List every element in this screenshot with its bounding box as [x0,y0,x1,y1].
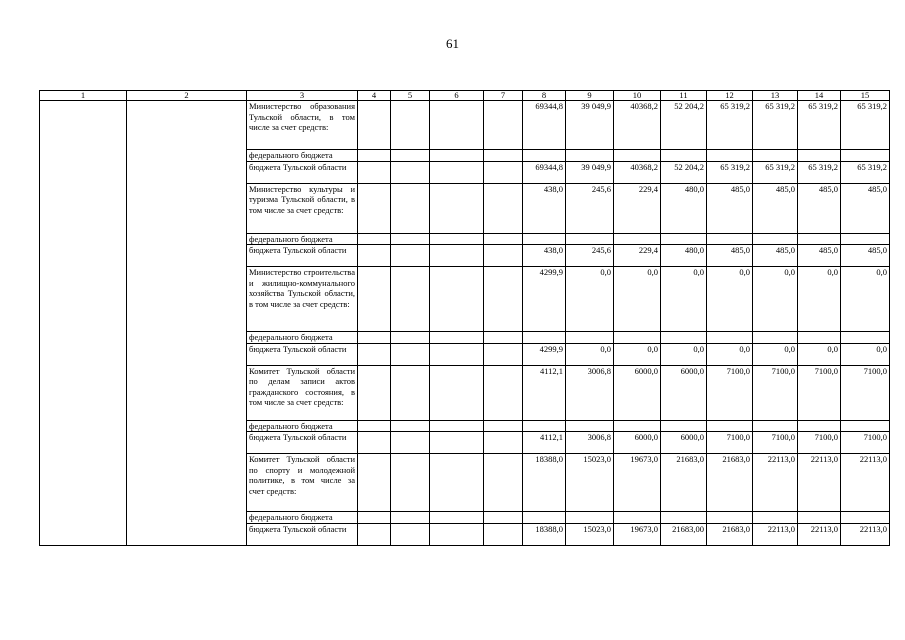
empty-cell-col-6 [430,101,484,150]
empty-cell-col-6 [430,454,484,512]
funding-source-cell: бюджета Тульской области [247,432,358,454]
value-cell-col-10 [614,233,661,245]
value-cell-col-8 [523,150,566,162]
empty-cell-col-7 [484,432,523,454]
value-cell-col-8: 69344,8 [523,101,566,150]
value-cell-col-13: 65 319,2 [753,161,798,183]
funding-source-cell: Комитет Тульской области по делам записи актов гражданского состояния, в том числе за счет средств: [247,365,358,420]
value-cell-col-8 [523,420,566,432]
value-cell-col-10: 40368,2 [614,101,661,150]
empty-cell-col-7 [484,332,523,344]
value-cell-col-9 [566,512,614,524]
empty-cell-col-6 [430,245,484,267]
funding-source-cell: федерального бюджета [247,150,358,162]
empty-cell-col-5 [391,454,430,512]
value-cell-col-11: 6000,0 [661,365,707,420]
value-cell-col-8: 4299,9 [523,343,566,365]
value-cell-col-11: 21683,00 [661,523,707,545]
value-cell-col-12: 7100,0 [707,432,753,454]
empty-cell-col-4 [358,365,391,420]
column-header: 15 [841,91,890,101]
empty-cell-col-5 [391,183,430,233]
value-cell-col-10 [614,332,661,344]
table-body [40,91,890,546]
value-cell-col-11 [661,512,707,524]
value-cell-col-12: 65 319,2 [707,161,753,183]
empty-cell-col-7 [484,161,523,183]
empty-cell-col-6 [430,420,484,432]
value-cell-col-13: 22113,0 [753,454,798,512]
value-cell-col-8: 4112,1 [523,365,566,420]
value-cell-col-14 [798,512,841,524]
funding-source-cell: Комитет Тульской области по спорту и молодежной политике, в том числе за счет средств: [247,454,358,512]
value-cell-col-15: 485,0 [841,245,890,267]
value-cell-col-13 [753,420,798,432]
empty-cell-col-7 [484,523,523,545]
empty-cell-col-4 [358,233,391,245]
value-cell-col-15 [841,233,890,245]
value-cell-col-14 [798,233,841,245]
empty-cell-col-4 [358,101,391,150]
value-cell-col-9: 245,6 [566,245,614,267]
column-header: 8 [523,91,566,101]
value-cell-col-12 [707,150,753,162]
empty-cell-col-4 [358,161,391,183]
empty-cell-col-4 [358,343,391,365]
value-cell-col-10: 229,4 [614,245,661,267]
empty-cell-col-6 [430,183,484,233]
value-cell-col-8: 438,0 [523,183,566,233]
empty-cell-col-4 [358,183,391,233]
value-cell-col-15: 485,0 [841,183,890,233]
value-cell-col-8: 4112,1 [523,432,566,454]
column-header: 11 [661,91,707,101]
empty-cell-col-5 [391,365,430,420]
value-cell-col-9: 3006,8 [566,365,614,420]
value-cell-col-13 [753,150,798,162]
value-cell-col-13: 485,0 [753,183,798,233]
empty-cell-col-6 [430,432,484,454]
value-cell-col-10: 19673,0 [614,523,661,545]
column-header: 12 [707,91,753,101]
value-cell-col-12: 0,0 [707,267,753,332]
value-cell-col-11: 480,0 [661,183,707,233]
funding-source-cell: бюджета Тульской области [247,343,358,365]
value-cell-col-8 [523,332,566,344]
column-header: 6 [430,91,484,101]
value-cell-col-15 [841,332,890,344]
value-cell-col-11 [661,233,707,245]
value-cell-col-10: 0,0 [614,343,661,365]
value-cell-col-11: 0,0 [661,343,707,365]
empty-cell-col-6 [430,523,484,545]
empty-cell-col-4 [358,267,391,332]
empty-cell-col-6 [430,267,484,332]
empty-cell-col-6 [430,233,484,245]
value-cell-col-13: 7100,0 [753,365,798,420]
funding-source-cell: федерального бюджета [247,233,358,245]
column-1-cell [40,101,127,546]
value-cell-col-15: 7100,0 [841,365,890,420]
value-cell-col-14: 22113,0 [798,454,841,512]
funding-source-cell: бюджета Тульской области [247,245,358,267]
value-cell-col-8 [523,512,566,524]
funding-source-cell: Министерство культуры и туризма Тульской области, в том числе за счет средств: [247,183,358,233]
funding-source-cell: федерального бюджета [247,512,358,524]
value-cell-col-13: 0,0 [753,267,798,332]
value-cell-col-12: 485,0 [707,245,753,267]
empty-cell-col-5 [391,245,430,267]
value-cell-col-12 [707,512,753,524]
value-cell-col-8: 18388,0 [523,523,566,545]
column-header: 2 [127,91,247,101]
value-cell-col-11: 6000,0 [661,432,707,454]
column-header: 4 [358,91,391,101]
empty-cell-col-4 [358,332,391,344]
value-cell-col-9: 39 049,9 [566,101,614,150]
value-cell-col-14: 485,0 [798,183,841,233]
empty-cell-col-7 [484,101,523,150]
value-cell-col-9: 39 049,9 [566,161,614,183]
value-cell-col-11 [661,332,707,344]
empty-cell-col-4 [358,150,391,162]
value-cell-col-9 [566,420,614,432]
empty-cell-col-4 [358,245,391,267]
value-cell-col-11: 480,0 [661,245,707,267]
funding-source-cell: бюджета Тульской области [247,161,358,183]
value-cell-col-9 [566,332,614,344]
value-cell-col-10 [614,420,661,432]
value-cell-col-14: 0,0 [798,343,841,365]
value-cell-col-14 [798,150,841,162]
value-cell-col-13: 22113,0 [753,523,798,545]
value-cell-col-13 [753,332,798,344]
value-cell-col-11: 52 204,2 [661,101,707,150]
value-cell-col-10: 6000,0 [614,432,661,454]
empty-cell-col-6 [430,150,484,162]
empty-cell-col-4 [358,454,391,512]
funding-source-cell: федерального бюджета [247,420,358,432]
value-cell-col-15 [841,420,890,432]
value-cell-col-11: 52 204,2 [661,161,707,183]
value-cell-col-9: 0,0 [566,267,614,332]
value-cell-col-15: 65 319,2 [841,161,890,183]
value-cell-col-10: 229,4 [614,183,661,233]
empty-cell-col-5 [391,343,430,365]
value-cell-col-9: 15023,0 [566,523,614,545]
empty-cell-col-7 [484,267,523,332]
empty-cell-col-6 [430,332,484,344]
value-cell-col-8: 4299,9 [523,267,566,332]
empty-cell-col-5 [391,150,430,162]
column-header: 3 [247,91,358,101]
empty-cell-col-5 [391,233,430,245]
value-cell-col-15: 0,0 [841,267,890,332]
value-cell-col-12: 7100,0 [707,365,753,420]
value-cell-col-13 [753,512,798,524]
value-cell-col-13: 485,0 [753,245,798,267]
value-cell-col-12 [707,332,753,344]
value-cell-col-9: 15023,0 [566,454,614,512]
empty-cell-col-4 [358,432,391,454]
value-cell-col-10: 40368,2 [614,161,661,183]
empty-cell-col-5 [391,512,430,524]
value-cell-col-14: 7100,0 [798,432,841,454]
value-cell-col-14: 7100,0 [798,365,841,420]
value-cell-col-15 [841,512,890,524]
value-cell-col-10: 0,0 [614,267,661,332]
column-header: 9 [566,91,614,101]
empty-cell-col-5 [391,161,430,183]
value-cell-col-14: 485,0 [798,245,841,267]
empty-cell-col-5 [391,332,430,344]
empty-cell-col-5 [391,420,430,432]
value-cell-col-10: 6000,0 [614,365,661,420]
column-header: 1 [40,91,127,101]
column-header: 7 [484,91,523,101]
empty-cell-col-5 [391,523,430,545]
empty-cell-col-7 [484,245,523,267]
column-2-cell [127,101,247,546]
value-cell-col-10 [614,150,661,162]
table-row-group-total-row [40,101,890,150]
empty-cell-col-7 [484,343,523,365]
header-row [40,91,890,101]
empty-cell-col-7 [484,454,523,512]
value-cell-col-8: 69344,8 [523,161,566,183]
empty-cell-col-4 [358,420,391,432]
empty-cell-col-4 [358,523,391,545]
value-cell-col-13 [753,233,798,245]
budget-table [39,90,890,546]
value-cell-col-13: 0,0 [753,343,798,365]
value-cell-col-11: 21683,0 [661,454,707,512]
value-cell-col-13: 65 319,2 [753,101,798,150]
value-cell-col-12: 21683,0 [707,523,753,545]
empty-cell-col-6 [430,161,484,183]
value-cell-col-9: 3006,8 [566,432,614,454]
empty-cell-col-7 [484,365,523,420]
empty-cell-col-4 [358,512,391,524]
empty-cell-col-5 [391,432,430,454]
value-cell-col-12 [707,233,753,245]
value-cell-col-12: 0,0 [707,343,753,365]
value-cell-col-14: 65 319,2 [798,161,841,183]
value-cell-col-15: 22113,0 [841,523,890,545]
value-cell-col-12: 21683,0 [707,454,753,512]
funding-source-cell: Министерство образования Тульской области, в том числе за счет средств: [247,101,358,150]
value-cell-col-11 [661,150,707,162]
value-cell-col-13: 7100,0 [753,432,798,454]
empty-cell-col-7 [484,420,523,432]
value-cell-col-10 [614,512,661,524]
value-cell-col-12: 485,0 [707,183,753,233]
value-cell-col-11 [661,420,707,432]
value-cell-col-8: 18388,0 [523,454,566,512]
value-cell-col-15: 22113,0 [841,454,890,512]
value-cell-col-12 [707,420,753,432]
empty-cell-col-7 [484,512,523,524]
funding-source-cell: Министерство строительства и жилищно-коммунального хозяйства Тульской области, в том числе за счет средств: [247,267,358,332]
empty-cell-col-6 [430,343,484,365]
value-cell-col-14: 0,0 [798,267,841,332]
value-cell-col-10: 19673,0 [614,454,661,512]
value-cell-col-11: 0,0 [661,267,707,332]
column-header: 10 [614,91,661,101]
value-cell-col-8: 438,0 [523,245,566,267]
value-cell-col-14 [798,420,841,432]
value-cell-col-15: 65 319,2 [841,101,890,150]
column-header: 13 [753,91,798,101]
value-cell-col-9 [566,150,614,162]
page-number: 61 [446,36,459,51]
empty-cell-col-6 [430,365,484,420]
funding-source-cell: бюджета Тульской области [247,523,358,545]
empty-cell-col-5 [391,101,430,150]
funding-source-cell: федерального бюджета [247,332,358,344]
value-cell-col-9 [566,233,614,245]
value-cell-col-15: 7100,0 [841,432,890,454]
column-header: 14 [798,91,841,101]
value-cell-col-14 [798,332,841,344]
value-cell-col-14: 65 319,2 [798,101,841,150]
empty-cell-col-5 [391,267,430,332]
value-cell-col-14: 22113,0 [798,523,841,545]
value-cell-col-9: 245,6 [566,183,614,233]
value-cell-col-9: 0,0 [566,343,614,365]
empty-cell-col-6 [430,512,484,524]
value-cell-col-12: 65 319,2 [707,101,753,150]
column-header: 5 [391,91,430,101]
empty-cell-col-7 [484,150,523,162]
value-cell-col-15 [841,150,890,162]
empty-cell-col-7 [484,183,523,233]
value-cell-col-8 [523,233,566,245]
empty-cell-col-7 [484,233,523,245]
value-cell-col-15: 0,0 [841,343,890,365]
